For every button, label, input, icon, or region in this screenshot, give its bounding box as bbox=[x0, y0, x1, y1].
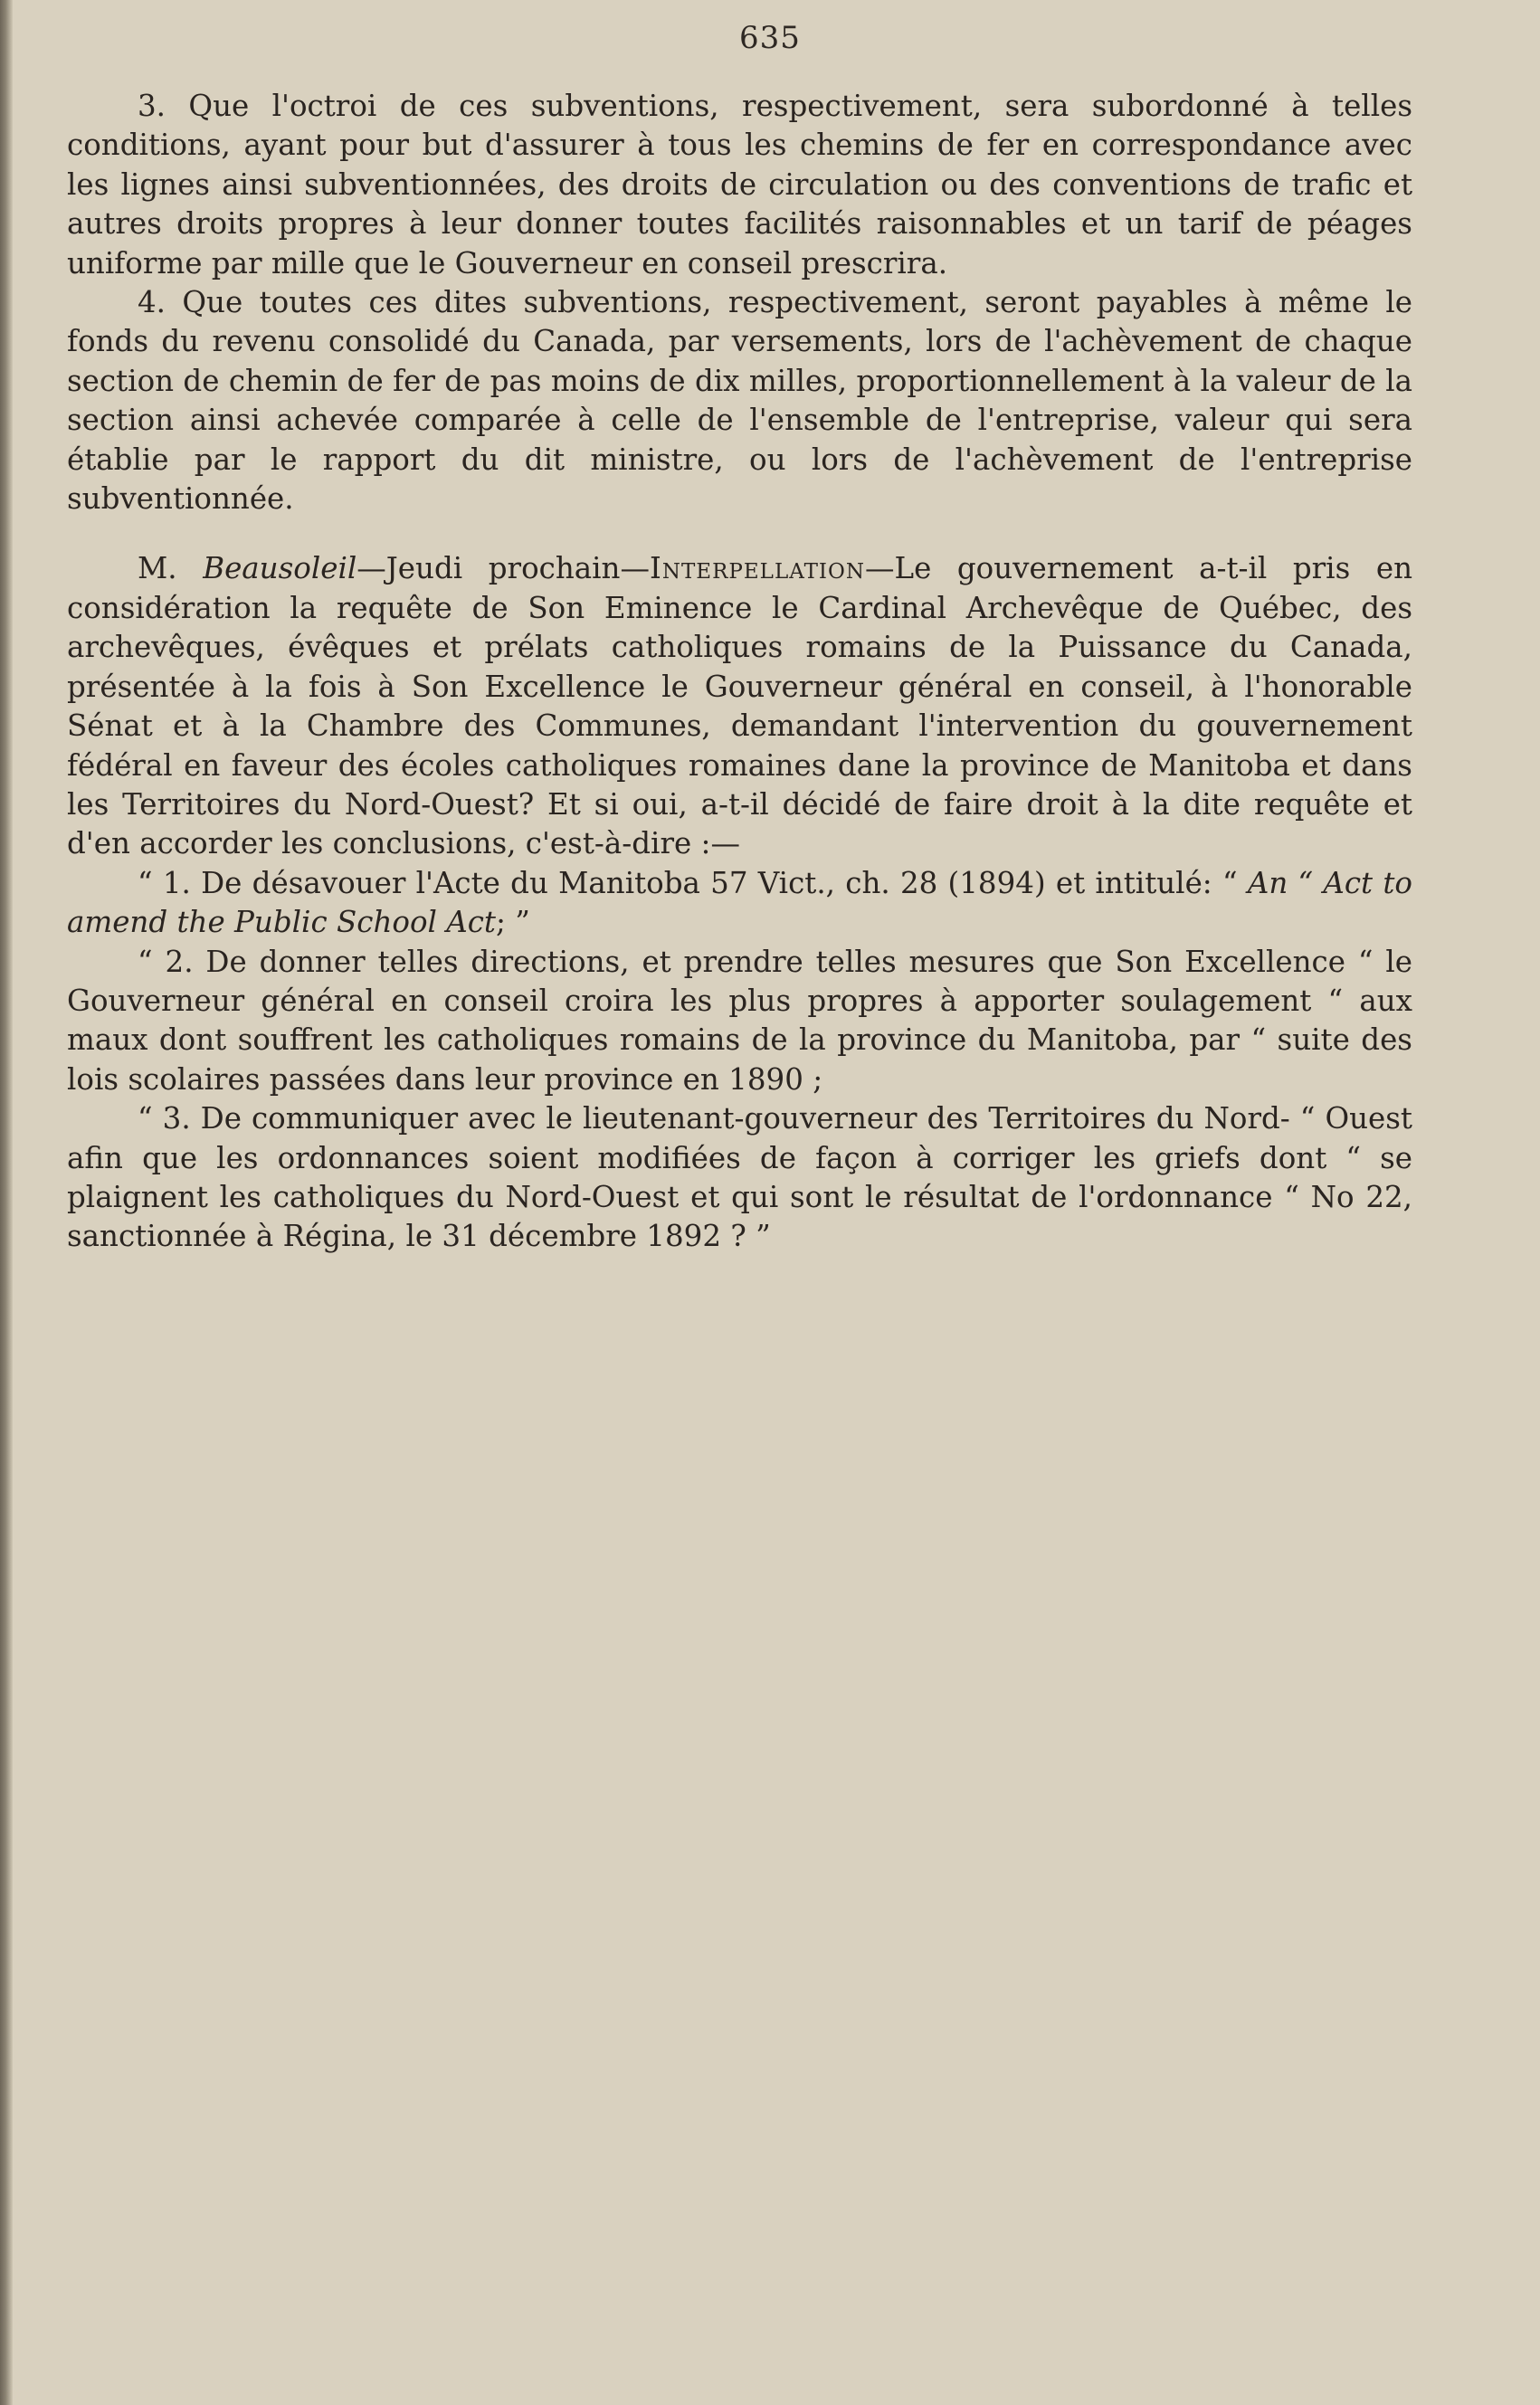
paragraph-gap bbox=[67, 518, 1412, 549]
page-binding-edge bbox=[0, 0, 13, 2405]
quote-1-end: ; ” bbox=[495, 905, 530, 940]
quote-item-1 bbox=[67, 864, 1412, 943]
quote-1-act-title: An “ Act to amend the Public School Act bbox=[67, 865, 1412, 940]
page-number: 635 bbox=[739, 20, 801, 56]
interpellation-date: —Jeudi prochain— bbox=[356, 551, 650, 586]
paragraph-3: 3. Que l'octroi de ces subventions, respectivement, sera subordonné à telles conditions, ayant pour but d'assurer à tous les chemins de fer en correspondance avec les lignes ainsi subventionnées, des droits de circulation ou des conventions de trafic et autres droits propres à leur donner toutes facilités raisonnables et un tarif de péages uniforme par mille que le Gouverneur en conseil prescrira. bbox=[67, 89, 1412, 280]
quote-1-text: “ 1. De désavouer l'Acte du Manitoba 57 Vict., ch. 28 (1894) et intitulé: “ bbox=[138, 865, 1248, 900]
paragraph-4: 4. Que toutes ces dites subventions, respectivement, seront payables à même le fonds du revenu consolidé du Canada, par versements, lors de l'achèvement de chaque section de chemin de fer de pas moins de dix milles, proportionnellement à la valeur de la section ainsi achevée comparée à celle de l'ensemble de l'entreprise, valeur qui sera établie par le rapport du dit ministre, ou lors de l'achèvement de l'entreprise subventionnée. bbox=[67, 285, 1412, 517]
quote-item-2: “ 2. De donner telles directions, et prendre telles mesures que Son Excellence “ le Gouverneur général en conseil croira les plus propres à apporter soulagement “ aux maux dont souffrent les catholiques romains de la province du Manitoba, par “ suite des lois scolaires passées dans leur province en 1890 ; bbox=[67, 944, 1412, 1097]
interpellation-heading: Interpellation bbox=[650, 551, 865, 586]
quote-item-3: “ 3. De communiquer avec le lieutenant-gouverneur des Territoires du Nord- “ Ouest afin que les ordonnances soient modifiées de façon à corriger les griefs dont “ se plaignent les catholiques du Nord-Ouest et qui sont le résultat de l'ordonnance “ No 22, sanctionnée à Régina, le 31 décembre 1892 ? ” bbox=[67, 1101, 1412, 1254]
document-body bbox=[67, 87, 1412, 1257]
member-name: Beausoleil bbox=[203, 551, 357, 586]
member-prefix: M. bbox=[138, 551, 204, 586]
interpellation-body: —Le gouvernement a-t-il pris en considération la requête de Son Eminence le Cardinal Archevêque de Québec, des archevêques, évêques et prélats catholiques romains de la Puissance du Canada, présentée à la fois à Son Excellence le Gouverneur général en conseil, à l'honorable Sénat et à la Chambre des Communes, demandant l'intervention du gouvernement fédéral en faveur des écoles catholiques romaines dane la province de Manitoba et dans les Territoires du Nord-Ouest? Et si oui, a-t-il décidé de faire droit à la dite requête et d'en accorder les conclusions, c'est-à-dire :— bbox=[67, 551, 1412, 861]
interpellation-paragraph bbox=[67, 549, 1412, 863]
